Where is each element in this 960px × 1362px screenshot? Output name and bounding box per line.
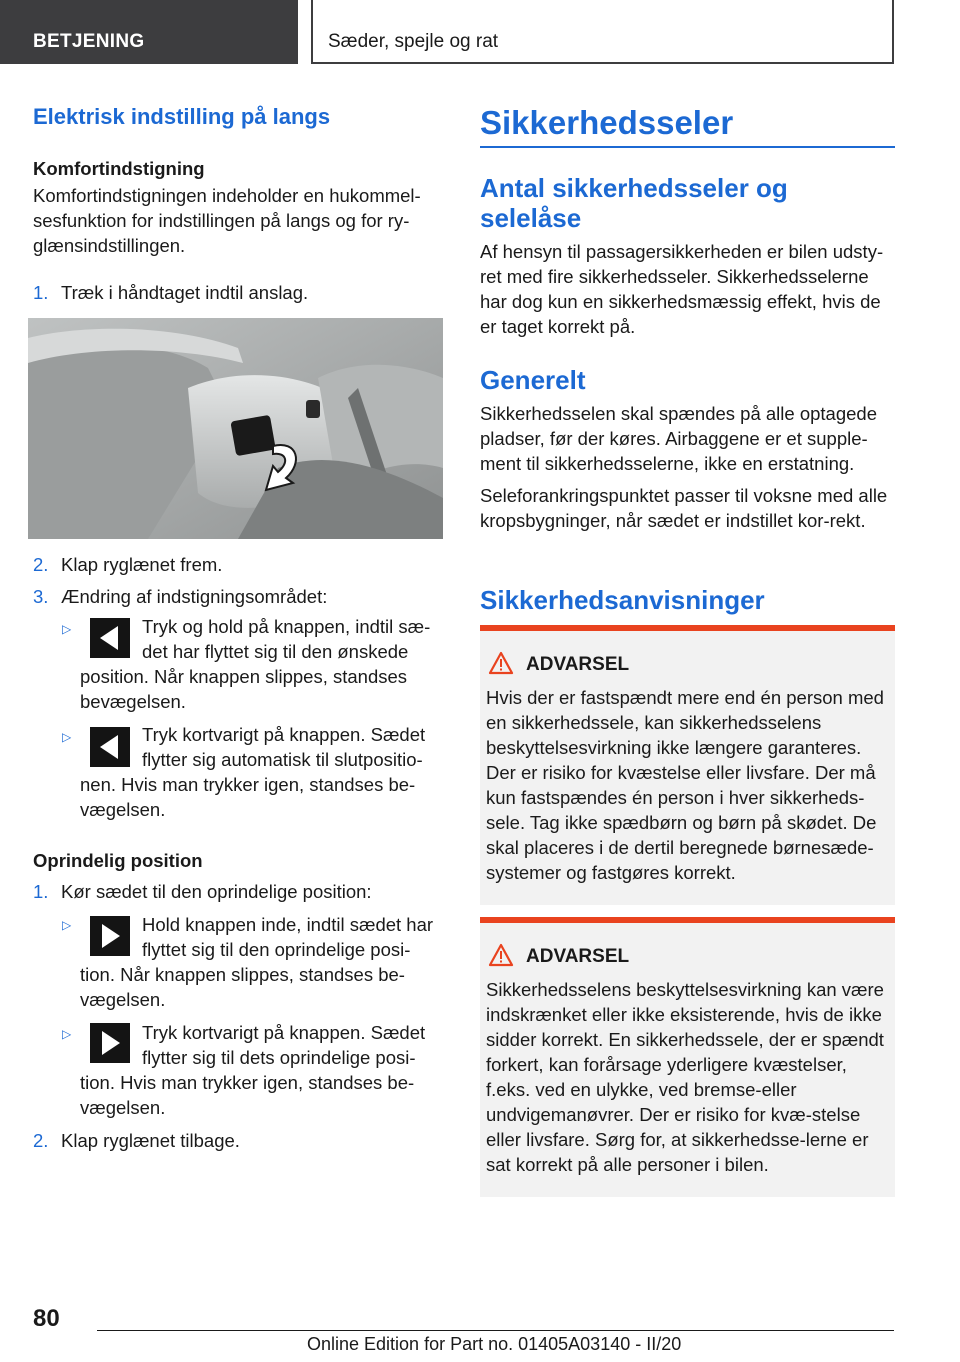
seat-handle-photo (28, 318, 443, 539)
seat-forward-button-icon (90, 916, 130, 956)
section-title-electric-adjustment: Elektrisk indstilling på langs (33, 104, 331, 129)
seat-forward-button-icon (90, 1023, 130, 1063)
step-number: 2. (33, 554, 49, 575)
footer-divider (97, 1330, 894, 1331)
bullet-line: flyttet sig til den oprindelige posi- (142, 939, 411, 960)
warning-bar (480, 625, 895, 631)
bullet-line: flytter sig til dets oprindelige posi- (142, 1047, 416, 1068)
header-section: BETJENING (33, 31, 145, 52)
bullet-line: Hold knappen inde, indtil sædet har (142, 914, 434, 935)
step-text: Klap ryglænet frem. (61, 554, 223, 575)
step-text: Træk i håndtaget indtil anslag. (61, 282, 309, 303)
heading-safety-instructions: Sikkerhedsanvisninger (480, 585, 765, 615)
bullet-line: Tryk og hold på knappen, indtil sæ- (142, 616, 431, 637)
page-number: 80 (33, 1305, 60, 1332)
chapter-title-seatbelts: Sikkerhedsseler (480, 104, 734, 141)
header-chapter-tab (311, 0, 894, 64)
bullet-marker: ▷ (62, 918, 72, 932)
bullet-line: Tryk kortvarigt på knappen. Sædet (142, 724, 426, 745)
warning-triangle-icon (488, 651, 514, 680)
warning-text: Hvis der er fastspændt mere end én person med en sikkerhedssele, kan sikkerhedsselens beskyttelsesvirkning ikke længere garanteres. Der er risiko for kvæstelse eller livsfare. Der må kun fastspændes én person i hver sikkerheds-sele. Tag ikke spædbørn og børn på skødet. De skal placeres i de dertil beregnede børnesæde-systemer og fastgøres korrekt. (486, 687, 884, 883)
warning-bar (480, 917, 895, 923)
bullet-continuation: tion. Når knappen slippes, standses be-vægelsen. (80, 964, 405, 1010)
warning-triangle-icon (488, 943, 514, 972)
bullet-marker: ▷ (62, 622, 72, 636)
bullet-line: det har flyttet sig til den ønskede (142, 641, 409, 662)
seat-backward-button-icon (90, 618, 130, 658)
heading-seatbelt-count: Antal sikkerhedsseler og selelåse (480, 173, 788, 233)
seatbelt-count-text: Af hensyn til passagersikkerheden er bilen udsty-ret med fire sikkerhedsseler. Sikkerhedsselerne har dog kun en sikkerhedsmæssig effekt, hvis de er taget korrekt på. (480, 241, 884, 337)
header-section-tab (0, 0, 298, 64)
step-text: Ændring af indstigningsområdet: (61, 586, 328, 607)
bullet-continuation: nen. Hvis man trykker igen, standses be-vægelsen. (80, 774, 416, 820)
seat-handle-illustration (28, 318, 443, 539)
bullet-continuation: position. Når knappen slippes, standses bevægelsen. (80, 666, 408, 712)
step-number: 2. (33, 1130, 49, 1151)
bullet-marker: ▷ (62, 730, 72, 744)
step-number: 3. (33, 586, 49, 607)
header-chapter: Sæder, spejle og rat (328, 31, 499, 52)
bullet-marker: ▷ (62, 1027, 72, 1041)
bullet-line: Tryk kortvarigt på knappen. Sædet (142, 1022, 426, 1043)
warning-text: Sikkerhedsselens beskyttelsesvirkning kan være indskrænket eller ikke eksisterende, hvis de ikke sidder korrekt. En sikkerhedssele, der er spændt forkert, kan forårsage yderligere kvæstelser, f.eks. ved en ulykke, ved bremse-eller undvigemanøvrer. Der er risiko for kvæ-stelse eller livsfare. Sørg for, at sikkerhedsse-lerne er sat korrekt på alle personer i bilen. (486, 979, 884, 1175)
step-number: 1. (33, 881, 49, 902)
step-number: 1. (33, 282, 49, 303)
warning-title: ADVARSEL (526, 654, 630, 675)
warning-box (480, 625, 895, 905)
seat-backward-button-icon (90, 727, 130, 767)
title-divider (480, 146, 895, 148)
heading-general: Generelt (480, 365, 586, 395)
warning-box (480, 917, 895, 1197)
footer-edition: Online Edition for Part no. 01405A03140 - II/20 (307, 1334, 682, 1354)
general-paragraph-2: Seleforankringspunktet passer til voksne med alle kropsbygninger, når sædet er indstillet kor-rekt. (480, 485, 888, 531)
general-paragraph-1: Sikkerhedsselen skal spændes på alle optagede pladser, før der køres. Airbaggene er et supple-ment til sikkerhedsselerne, ikke en erstatning. (480, 403, 877, 474)
warning-title: ADVARSEL (526, 946, 630, 967)
step-text: Kør sædet til den oprindelige position: (61, 881, 372, 902)
subheading-original-position: Oprindelig position (33, 850, 203, 871)
bullet-line: flytter sig automatisk til slutpositio- (142, 749, 423, 770)
bullet-continuation: tion. Hvis man trykker igen, standses be-vægelsen. (80, 1072, 415, 1118)
comfort-entry-description: Komfortindstigningen indeholder en hukommel-sesfunktion for indstillingen på langs og for ry-glænsindstillingen. (33, 185, 421, 256)
subheading-comfort-entry: Komfortindstigning (33, 158, 205, 179)
step-text: Klap ryglænet tilbage. (61, 1130, 240, 1151)
